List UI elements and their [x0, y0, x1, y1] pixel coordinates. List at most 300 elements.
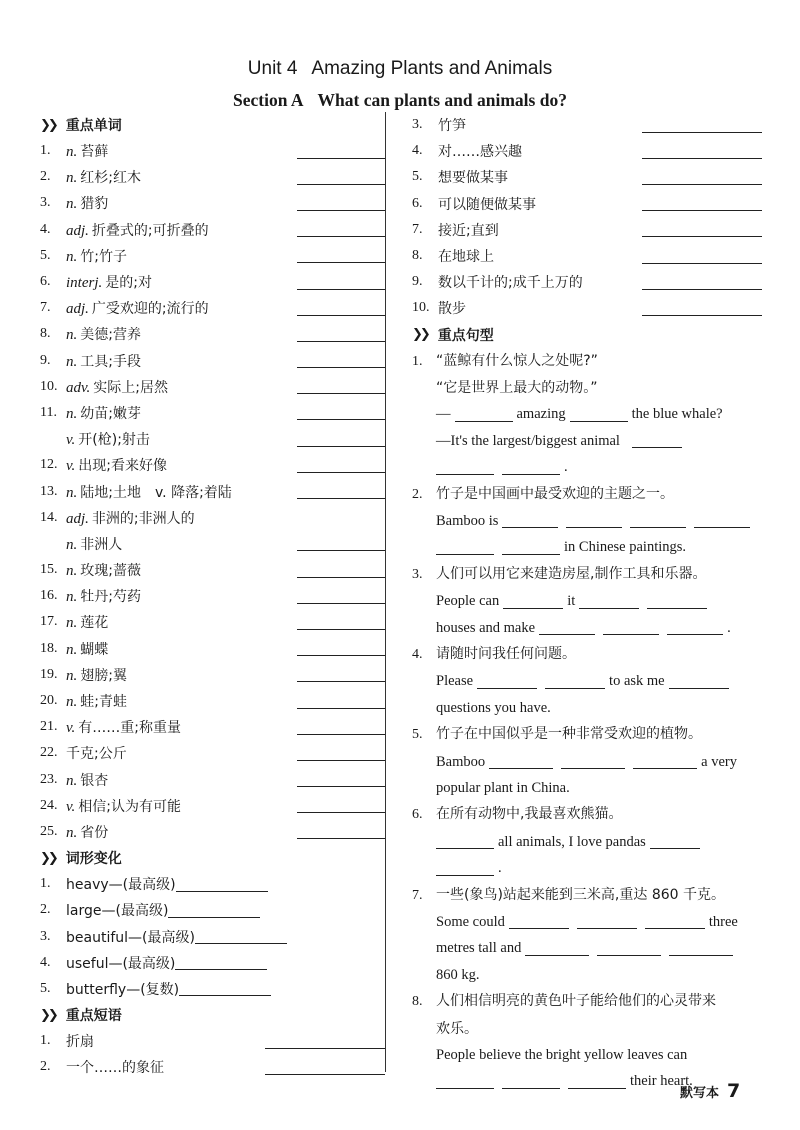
sentence-number: 5.: [412, 727, 423, 743]
answer-blank[interactable]: [642, 222, 762, 237]
sentence-heading-label: 重点句型: [437, 327, 494, 344]
item-number: 22.: [40, 745, 58, 761]
item-number: 18.: [40, 640, 58, 656]
item-text: [66, 822, 108, 842]
answer-blank[interactable]: [632, 433, 682, 448]
unit-title: [0, 58, 800, 80]
item-row: [40, 348, 385, 374]
item-row: [40, 190, 385, 216]
sentence-6: [412, 801, 762, 881]
page-footer: [680, 1080, 740, 1102]
sentence-2: [412, 481, 762, 561]
item-number: 25.: [40, 823, 58, 839]
item-row: [40, 478, 385, 504]
part-of-speech: adv.: [66, 379, 91, 396]
part-of-speech: n.: [66, 196, 78, 213]
sentence-number: 1.: [412, 353, 423, 369]
answer-blank[interactable]: [647, 594, 707, 609]
item-text: [66, 586, 141, 606]
item-meaning: 有……重;称重量: [78, 720, 182, 737]
answer-blank[interactable]: [297, 405, 385, 420]
item-text: [66, 377, 168, 397]
sentence-chinese: 一些(象鸟)站起来能到三米高,重达 860 千克。: [436, 886, 725, 903]
item-number: 5.: [40, 980, 51, 996]
item-number: 2.: [40, 169, 51, 185]
item-meaning: 出现;看来好像: [78, 458, 168, 475]
part-of-speech: v.: [66, 798, 76, 815]
sentence-chinese: 竹子是中国画中最受欢迎的主题之一。: [436, 485, 674, 502]
item-number: 1.: [40, 143, 51, 159]
item-number: 4.: [412, 143, 423, 159]
sentence-number: 6.: [412, 807, 423, 823]
item-meaning: 想要做某事: [438, 170, 508, 187]
part-of-speech: n.: [66, 536, 78, 553]
part-of-speech: n.: [66, 615, 78, 632]
sentence-chinese: 竹子在中国似乎是一种非常受欢迎的植物。: [436, 726, 702, 743]
vocab-list: [40, 138, 385, 845]
answer-blank[interactable]: [297, 196, 385, 211]
item-meaning: 相信;认为有可能: [78, 798, 182, 815]
item-text: [438, 298, 466, 318]
item-meaning: 折扇: [66, 1034, 94, 1051]
item-row: [40, 426, 385, 452]
answer-blank[interactable]: [297, 170, 385, 185]
item-row: [412, 295, 762, 321]
item-number: 16.: [40, 588, 58, 604]
sentence-chinese: “它是世界上最大的动物。”: [436, 379, 598, 396]
item-number: 10.: [412, 300, 430, 316]
answer-blank[interactable]: [597, 941, 661, 956]
sentence-english: three: [708, 914, 738, 931]
item-meaning: 散步: [438, 301, 466, 318]
part-of-speech: n.: [66, 824, 78, 841]
answer-blank[interactable]: [297, 772, 385, 787]
item-row: [40, 321, 385, 347]
sentence-english: the blue whale?: [631, 406, 723, 423]
part-of-speech: n.: [66, 694, 78, 711]
item-meaning: heavy—(最高级): [66, 877, 176, 894]
item-meaning: 苔藓: [80, 144, 109, 161]
sentence-chinese: 欢乐。: [436, 1020, 478, 1037]
answer-blank[interactable]: [436, 460, 494, 475]
item-meaning: 美德;营养: [80, 327, 141, 344]
answer-blank[interactable]: [297, 484, 385, 499]
item-row: [40, 217, 385, 243]
sentence-chinese: 在所有动物中,我最喜欢熊猫。: [436, 806, 623, 823]
sentence-5: [412, 721, 762, 801]
answer-blank[interactable]: [297, 641, 385, 656]
part-of-speech: interj.: [66, 275, 103, 292]
sentence-number: 4.: [412, 646, 423, 662]
part-of-speech: n.: [66, 327, 78, 344]
part-of-speech: n.: [66, 667, 78, 684]
answer-blank[interactable]: [603, 620, 659, 635]
item-text: [66, 482, 232, 502]
part-of-speech: n.: [66, 144, 78, 161]
item-meaning: butterfly—(复数): [66, 981, 180, 998]
item-meaning: 省份: [80, 824, 109, 841]
answer-blank[interactable]: [642, 249, 762, 264]
item-text: [66, 979, 179, 999]
item-text: [66, 691, 127, 711]
answer-blank[interactable]: [297, 746, 385, 761]
item-row: [412, 217, 762, 243]
sentence-number: 7.: [412, 887, 423, 903]
sentence-english: it: [567, 593, 576, 610]
item-row: [40, 714, 385, 740]
item-text: [438, 220, 499, 240]
item-number: 7.: [412, 221, 423, 237]
item-text: [66, 1057, 164, 1077]
answer-blank[interactable]: [642, 301, 762, 316]
item-row: [40, 767, 385, 793]
sentence-english: metres tall and: [436, 940, 522, 957]
answer-blank[interactable]: [561, 754, 625, 769]
answer-blank[interactable]: [539, 620, 595, 635]
answer-blank[interactable]: [297, 432, 385, 447]
vocab-heading-label: 重点单词: [65, 118, 122, 134]
answer-blank[interactable]: [642, 196, 762, 211]
part-of-speech: adj.: [66, 222, 89, 239]
answer-blank[interactable]: [503, 594, 563, 609]
part-of-speech: n.: [66, 405, 78, 422]
item-text: [66, 796, 181, 816]
item-meaning: 玫瑰;蔷薇: [80, 563, 141, 580]
sentence-english: to ask me: [609, 673, 665, 690]
item-number: 6.: [40, 274, 51, 290]
item-number: 3.: [412, 117, 423, 133]
sentence-english: People believe the bright yellow leaves can: [436, 1047, 688, 1064]
item-row: [40, 871, 385, 897]
item-number: 5.: [412, 169, 423, 185]
answer-blank[interactable]: [669, 674, 729, 689]
answer-blank[interactable]: [502, 1074, 560, 1089]
item-number: 2.: [40, 1059, 51, 1075]
double-chevron-icon: ❯❯: [412, 327, 428, 342]
item-text: [438, 272, 583, 292]
section-label: Section A: [233, 90, 304, 110]
answer-blank[interactable]: [297, 615, 385, 630]
item-row: [40, 400, 385, 426]
sentence-4: [412, 641, 762, 721]
sentence-english: in Chinese paintings.: [564, 539, 687, 556]
item-row: [40, 138, 385, 164]
item-text: [66, 534, 122, 554]
answer-blank[interactable]: [176, 877, 268, 892]
answer-blank[interactable]: [297, 667, 385, 682]
item-row: [40, 583, 385, 609]
item-text: [66, 298, 209, 318]
item-number: 24.: [40, 797, 58, 813]
answer-blank[interactable]: [502, 513, 558, 528]
sentence-english: Bamboo is: [436, 512, 499, 529]
item-text: [66, 351, 141, 371]
double-chevron-icon: ❯❯: [40, 850, 56, 866]
answer-blank[interactable]: [297, 144, 385, 159]
part-of-speech: n.: [66, 248, 78, 265]
item-row: [412, 112, 762, 138]
answer-blank[interactable]: [502, 540, 560, 555]
sentence-chinese: 请随时问我任何问题。: [436, 645, 576, 662]
item-row: [40, 1028, 385, 1054]
answer-blank[interactable]: [545, 674, 605, 689]
answer-blank[interactable]: [566, 513, 622, 528]
phrase-heading-label: 重点短语: [65, 1008, 122, 1024]
answer-blank[interactable]: [477, 674, 537, 689]
part-of-speech: n.: [66, 563, 78, 580]
item-text: [66, 612, 108, 632]
answer-blank[interactable]: [669, 941, 733, 956]
answer-blank[interactable]: [645, 914, 705, 929]
part-of-speech: v.: [66, 720, 76, 737]
footer-label: 默写本: [680, 1086, 720, 1101]
item-meaning: 幼苗;嫩芽: [80, 405, 141, 422]
answer-blank[interactable]: [436, 861, 494, 876]
item-row: [412, 269, 762, 295]
sentence-english: 860 kg.: [436, 966, 480, 983]
answer-blank[interactable]: [667, 620, 723, 635]
item-meaning: 可以随便做某事: [438, 196, 536, 213]
sentence-chinese: “蓝鲸有什么惊人之处呢?”: [436, 352, 598, 369]
answer-blank[interactable]: [297, 353, 385, 368]
part-of-speech: n.: [66, 772, 78, 789]
item-text: [438, 246, 494, 266]
answer-blank[interactable]: [297, 327, 385, 342]
sentence-english: Bamboo: [436, 753, 486, 770]
item-row: [40, 557, 385, 583]
item-text: [66, 193, 108, 213]
item-number: 19.: [40, 666, 58, 682]
item-meaning: 千克;公斤: [66, 746, 127, 763]
answer-blank[interactable]: [502, 460, 560, 475]
sentence-english: Some could: [436, 914, 505, 931]
item-text: [66, 508, 195, 528]
item-meaning: 对……感兴趣: [438, 144, 522, 161]
item-text: [66, 665, 127, 685]
item-meaning: 翅膀;翼: [80, 667, 127, 684]
item-text: [66, 429, 150, 449]
item-row: [40, 452, 385, 478]
item-meaning: 银杏: [80, 772, 109, 789]
item-number: 17.: [40, 614, 58, 630]
item-meaning: 牡丹;芍药: [80, 589, 141, 606]
sentence-8: [412, 988, 762, 1095]
item-text: [66, 324, 141, 344]
answer-blank[interactable]: [650, 834, 700, 849]
answer-blank[interactable]: [297, 798, 385, 813]
item-text: [66, 455, 167, 475]
item-number: 3.: [40, 928, 51, 944]
item-meaning: large—(最高级): [66, 903, 169, 920]
answer-blank[interactable]: [436, 834, 494, 849]
part-of-speech: n.: [66, 641, 78, 658]
sentence-english: —: [436, 406, 451, 423]
answer-blank[interactable]: [297, 248, 385, 263]
item-number: 5.: [40, 247, 51, 263]
item-number: 1.: [40, 876, 51, 892]
phrase-list-continued: [412, 112, 762, 322]
item-meaning: 在地球上: [438, 249, 494, 266]
sentence-heading: [412, 322, 762, 348]
left-column: [40, 112, 386, 1077]
item-row: [40, 688, 385, 714]
phrase-list: [40, 1028, 385, 1080]
vocab-heading: [40, 112, 385, 138]
answer-blank[interactable]: [633, 754, 697, 769]
answer-blank[interactable]: [489, 754, 553, 769]
answer-blank[interactable]: [525, 941, 589, 956]
answer-blank[interactable]: [195, 929, 287, 944]
sentence-english: People can: [436, 593, 500, 610]
morph-heading: [40, 845, 385, 871]
part-of-speech: n.: [66, 589, 78, 606]
item-row: [40, 269, 385, 295]
answer-blank[interactable]: [297, 694, 385, 709]
item-row: [40, 662, 385, 688]
part-of-speech: adj.: [66, 510, 89, 527]
item-number: 8.: [40, 326, 51, 342]
answer-blank[interactable]: [642, 170, 762, 185]
item-row: [40, 243, 385, 269]
item-meaning: 莲花: [80, 615, 109, 632]
item-meaning: 数以千计的;成千上万的: [438, 275, 583, 292]
answer-blank[interactable]: [570, 407, 628, 422]
sentence-number: 8.: [412, 994, 423, 1010]
sentence-english: their heart.: [630, 1073, 693, 1090]
item-number: 8.: [412, 248, 423, 264]
answer-blank[interactable]: [630, 513, 686, 528]
answer-blank[interactable]: [297, 379, 385, 394]
answer-blank[interactable]: [297, 824, 385, 839]
item-text: [66, 717, 181, 737]
answer-blank[interactable]: [642, 118, 762, 133]
item-text: [66, 167, 141, 187]
item-text: [438, 115, 466, 135]
item-number: 21.: [40, 719, 58, 735]
item-meaning: 非洲人: [80, 536, 123, 553]
item-number: 3.: [40, 195, 51, 211]
answer-blank[interactable]: [297, 275, 385, 290]
item-row: [40, 950, 385, 976]
item-number: 11.: [40, 404, 57, 420]
item-row: [40, 740, 385, 766]
item-row: [412, 138, 762, 164]
answer-blank[interactable]: [168, 903, 260, 918]
item-meaning: beautiful—(最高级): [66, 929, 195, 946]
item-number: 23.: [40, 771, 58, 787]
answer-blank[interactable]: [509, 914, 569, 929]
item-row: [40, 295, 385, 321]
item-meaning: 竹;竹子: [80, 248, 127, 265]
item-meaning: 是的;对: [105, 275, 152, 292]
page-number: 7: [727, 1080, 741, 1102]
sentence-number: 2.: [412, 486, 423, 502]
item-row: [412, 164, 762, 190]
item-number: 2.: [40, 902, 51, 918]
answer-blank[interactable]: [265, 1060, 385, 1075]
item-meaning: 猎豹: [80, 196, 109, 213]
item-meaning: 竹笋: [438, 118, 466, 135]
answer-blank[interactable]: [297, 536, 385, 551]
item-number: 14.: [40, 509, 58, 525]
answer-blank[interactable]: [642, 275, 762, 290]
item-text: [66, 220, 209, 240]
sentence-chinese: 人们可以用它来建造房屋,制作工具和乐器。: [436, 565, 707, 582]
item-text: [66, 953, 175, 973]
item-text: [66, 560, 141, 580]
item-row: [40, 164, 385, 190]
answer-blank[interactable]: [297, 720, 385, 735]
answer-blank[interactable]: [297, 563, 385, 578]
part-of-speech: n.: [66, 170, 78, 187]
item-text: [66, 743, 127, 763]
item-text: [66, 141, 108, 161]
item-meaning: 工具;手段: [80, 353, 141, 370]
item-meaning: 一个……的象征: [66, 1060, 164, 1077]
morph-heading-label: 词形变化: [65, 851, 122, 868]
sentence-english: a very: [701, 753, 737, 770]
item-meaning: 接近;直到: [438, 222, 499, 239]
item-number: 10.: [40, 378, 58, 394]
part-of-speech: v.: [66, 458, 76, 475]
sentence-english: popular plant in China.: [436, 780, 570, 796]
item-text: [66, 272, 152, 292]
answer-blank[interactable]: [175, 955, 267, 970]
phrase-heading: [40, 1002, 385, 1028]
sentence-1: [412, 348, 762, 481]
part-of-speech: n.: [66, 353, 78, 370]
sentence-7: [412, 882, 762, 989]
item-meaning: 陆地;土地 v. 降落;着陆: [80, 484, 232, 501]
item-number: 13.: [40, 483, 58, 499]
double-chevron-icon: ❯❯: [40, 117, 56, 133]
item-text: [66, 1031, 94, 1051]
sentence-english: all animals, I love pandas: [498, 833, 646, 850]
answer-blank[interactable]: [455, 407, 513, 422]
answer-blank[interactable]: [694, 513, 750, 528]
unit-number: Unit 4: [247, 58, 298, 79]
item-text: [66, 246, 127, 266]
answer-blank[interactable]: [179, 981, 271, 996]
item-row: [40, 636, 385, 662]
answer-blank[interactable]: [297, 589, 385, 604]
item-meaning: 红杉;红木: [80, 170, 141, 187]
item-number: 12.: [40, 457, 58, 473]
answer-blank[interactable]: [642, 144, 762, 159]
item-number: 20.: [40, 693, 58, 709]
answer-blank[interactable]: [436, 1074, 494, 1089]
answer-blank[interactable]: [577, 914, 637, 929]
answer-blank[interactable]: [568, 1074, 626, 1089]
item-row: [412, 243, 762, 269]
answer-blank[interactable]: [265, 1034, 385, 1049]
answer-blank[interactable]: [436, 540, 494, 555]
answer-blank[interactable]: [297, 222, 385, 237]
answer-blank[interactable]: [297, 301, 385, 316]
item-number: 15.: [40, 562, 58, 578]
item-text: [66, 900, 168, 920]
answer-blank[interactable]: [579, 594, 639, 609]
item-meaning: 非洲的;非洲人的: [91, 510, 195, 527]
item-row: [412, 191, 762, 217]
item-number: 9.: [412, 274, 423, 290]
answer-blank[interactable]: [297, 458, 385, 473]
double-chevron-icon: ❯❯: [40, 1007, 56, 1023]
right-column: [412, 112, 762, 1095]
item-row: [40, 374, 385, 400]
item-text: [66, 927, 195, 947]
sentence-english: houses and make: [436, 619, 536, 636]
